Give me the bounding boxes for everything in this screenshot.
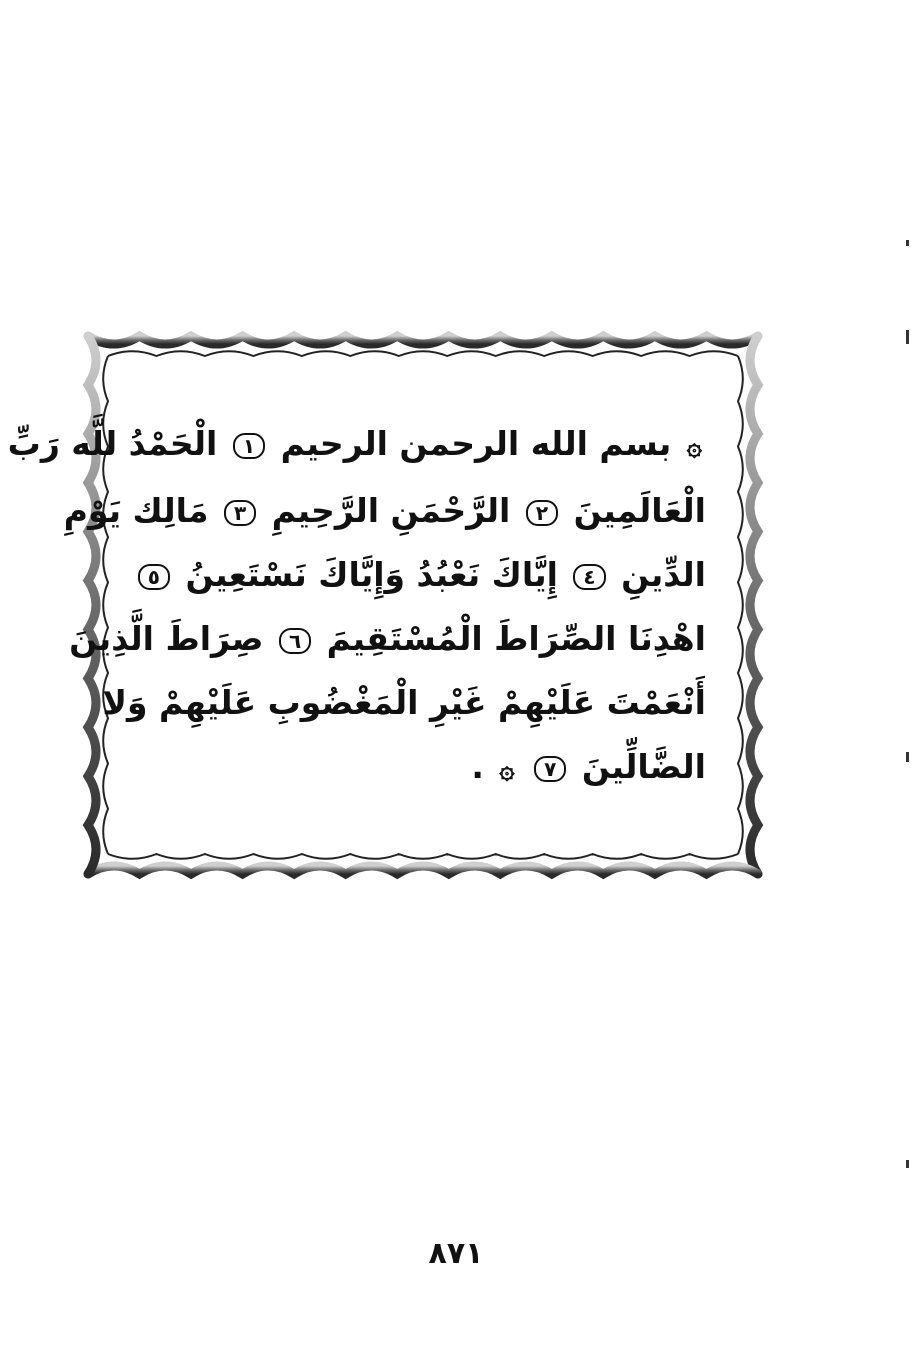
verse-text: . bbox=[471, 747, 484, 786]
ornament-icon: ۞ bbox=[499, 755, 515, 785]
scan-edge-mark bbox=[906, 752, 909, 762]
frame-inner-edge bbox=[108, 351, 738, 356]
text-line bbox=[136, 735, 706, 802]
ayah-number-marker: ٦ bbox=[279, 628, 311, 654]
ayah-number-marker: ٧ bbox=[534, 756, 566, 782]
ayah-number-marker: ٣ bbox=[224, 500, 256, 526]
verse-text: أَنْعَمْتَ عَلَيْهِمْ غَيْرِ الْمَغْضُوبِ عَلَيْهِمْ وَلا bbox=[102, 683, 706, 722]
scan-edge-mark bbox=[906, 1160, 909, 1168]
frame-inner-edge bbox=[738, 356, 743, 854]
verse-text: الرَّحْمَنِ الرَّحِيمِ bbox=[271, 491, 511, 530]
scan-edge-mark bbox=[906, 240, 909, 246]
page-number: ٨٧١ bbox=[428, 1236, 484, 1271]
surah-text bbox=[7, 412, 706, 802]
text-line bbox=[69, 607, 706, 671]
text-line bbox=[136, 543, 706, 607]
frame-edge bbox=[88, 336, 758, 344]
text-line bbox=[102, 671, 706, 735]
frame-edge bbox=[750, 336, 758, 874]
ornament-icon: ۞ bbox=[686, 432, 702, 462]
scan-edge-mark bbox=[906, 330, 909, 344]
verse-text: الْحَمْدُ للَّه رَبِّ bbox=[7, 424, 218, 463]
text-line bbox=[63, 479, 706, 543]
verse-text: الْعَالَمِينَ bbox=[573, 491, 706, 530]
verse-text: اهْدِنَا الصِّرَاطَ الْمُسْتَقِيمَ bbox=[326, 619, 706, 658]
frame-edge bbox=[88, 866, 758, 874]
verse-text: بسم الله الرحمن الرحيم bbox=[280, 424, 672, 463]
text-line bbox=[7, 412, 706, 479]
verse-text: الضَّالِّينَ bbox=[581, 747, 706, 786]
verse-text: إِيَّاكَ نَعْبُدُ وَإِيَّاكَ نَسْتَعِينُ bbox=[185, 555, 558, 594]
ayah-number-marker: ١ bbox=[233, 433, 265, 459]
verse-text: صِرَاطَ الَّذِينَ bbox=[69, 619, 264, 658]
verse-text: مَالِك يَوْمِ bbox=[63, 491, 209, 530]
ayah-number-marker: ٤ bbox=[573, 564, 605, 590]
ayah-number-marker: ٢ bbox=[526, 500, 558, 526]
frame-inner-edge bbox=[108, 854, 738, 859]
ayah-number-marker: ٥ bbox=[138, 564, 170, 590]
verse-text: الدِّينِ bbox=[621, 555, 706, 594]
